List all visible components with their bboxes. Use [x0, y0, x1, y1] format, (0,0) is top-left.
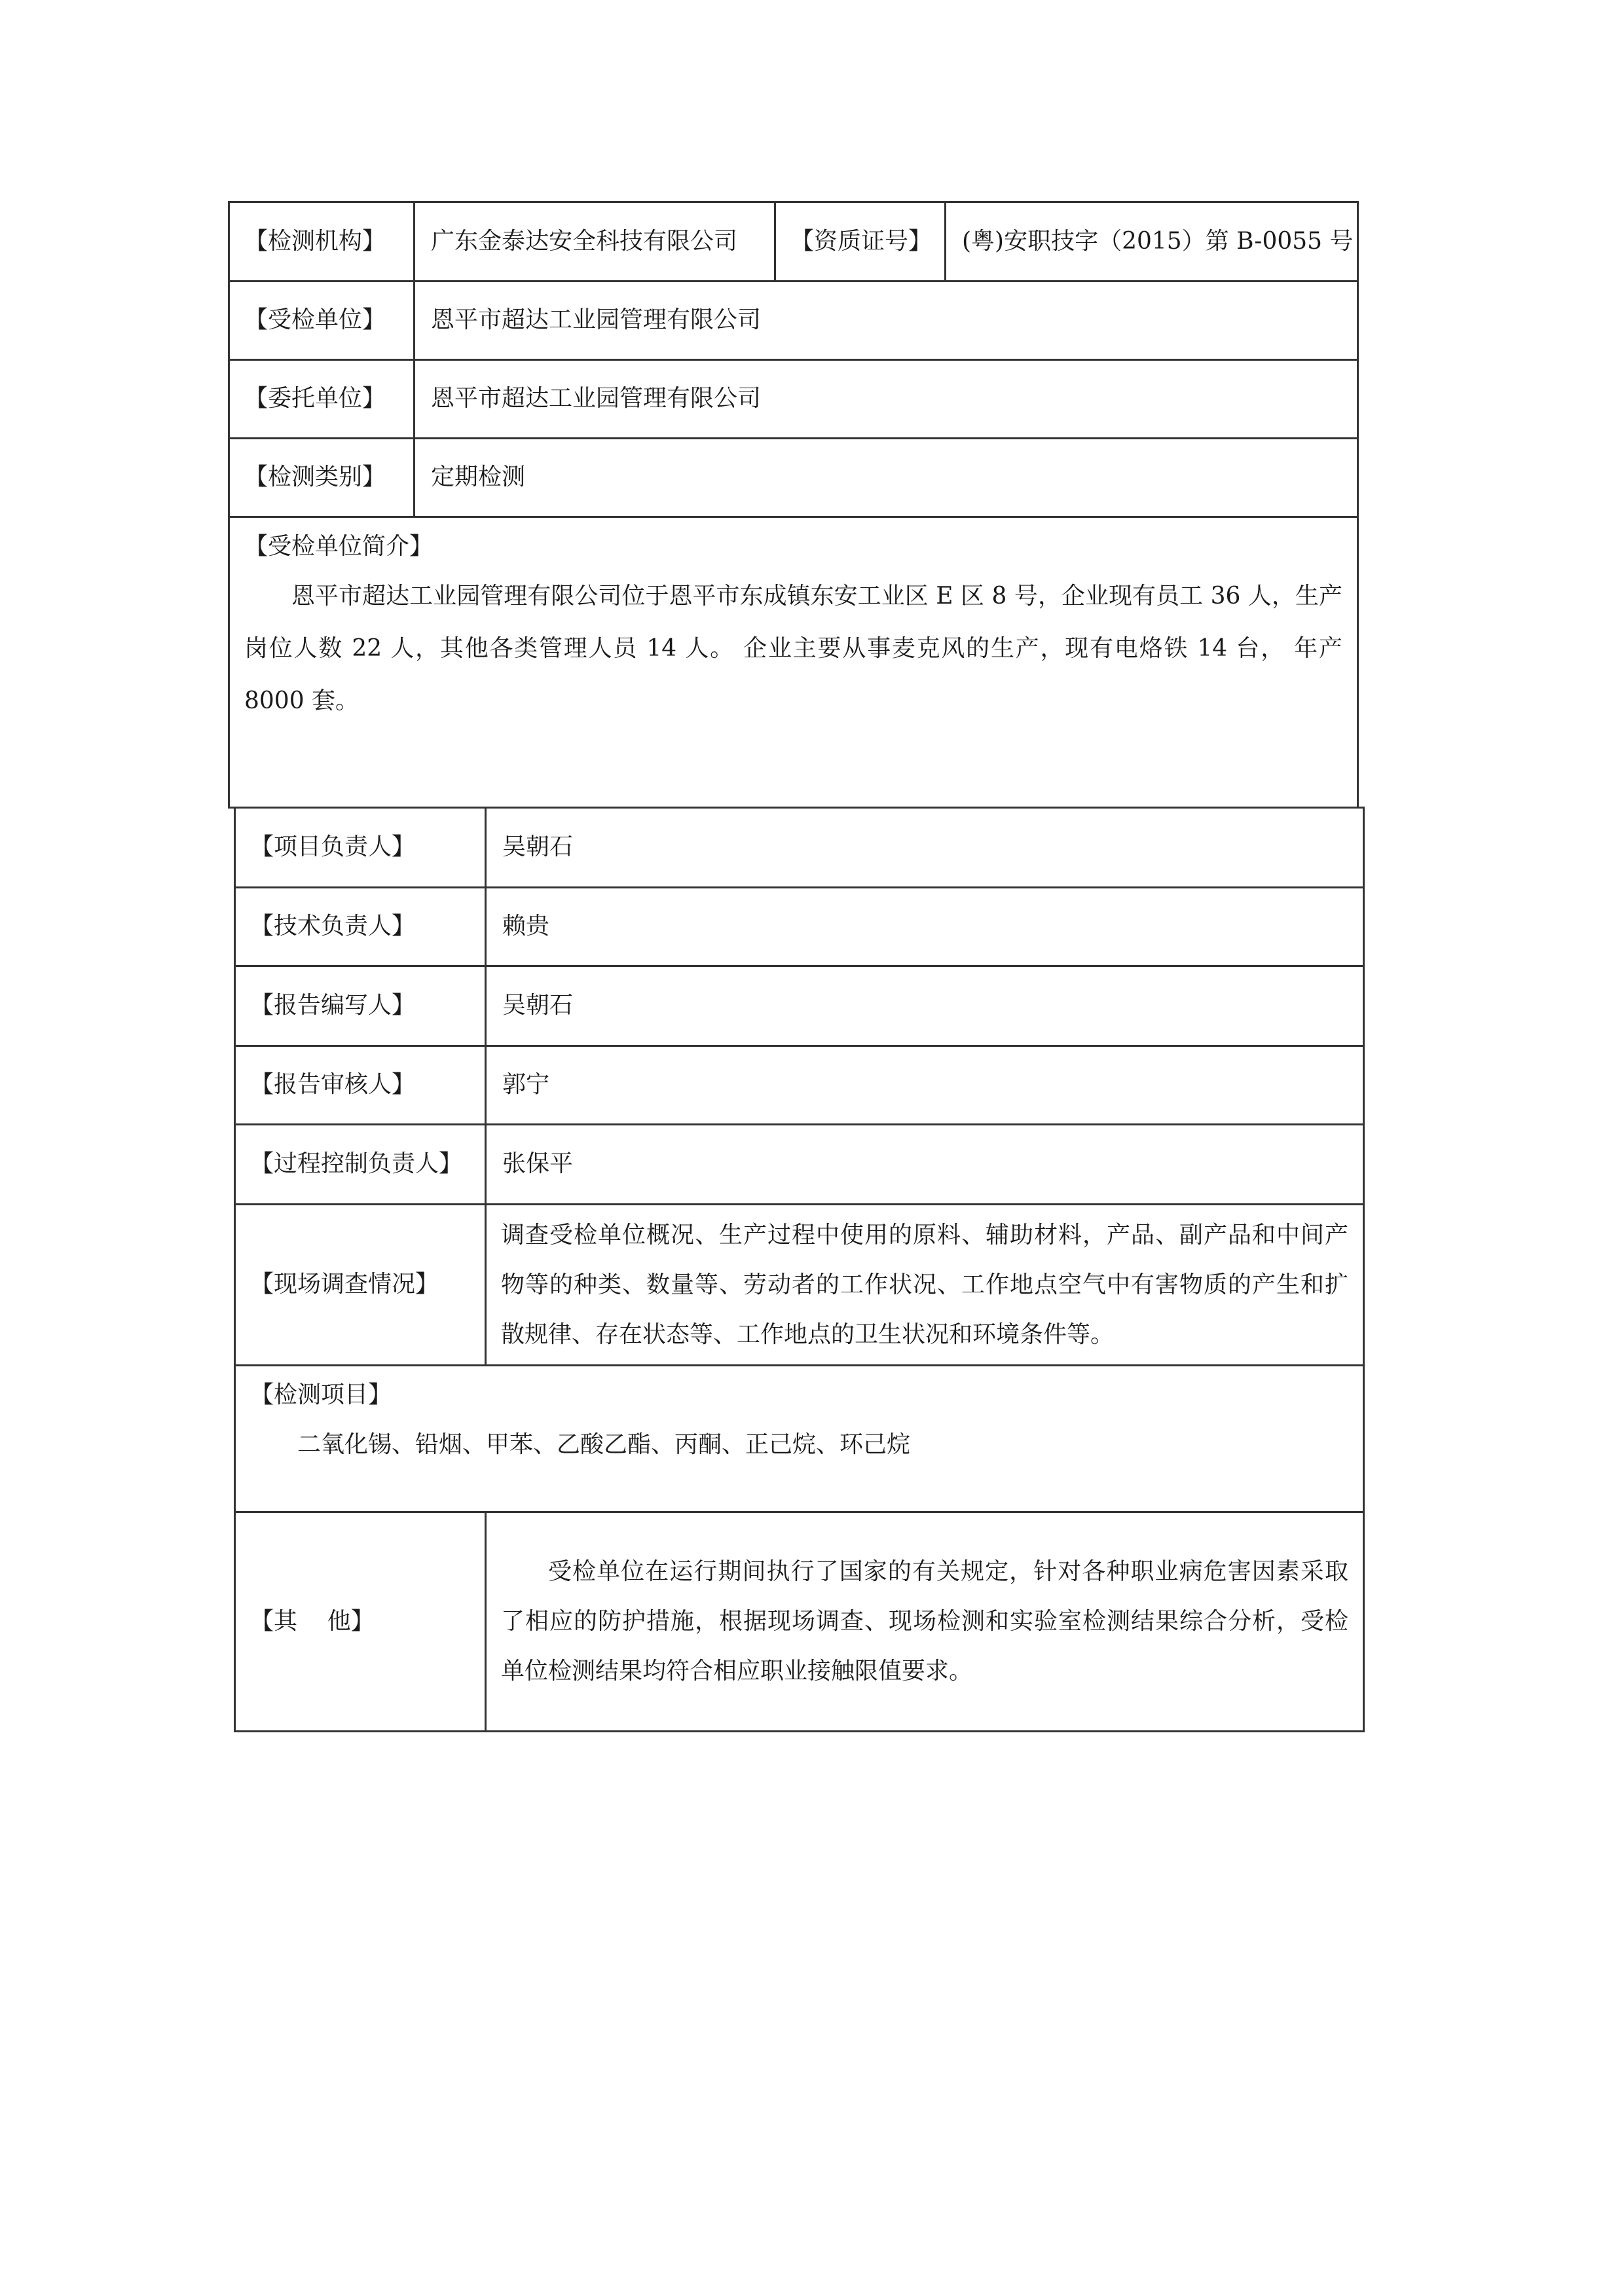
site-survey-label: 【现场调查情况】	[250, 1271, 439, 1298]
cert-number-value: (粤)安职技字（2015）第 B-0055 号	[944, 203, 1357, 280]
test-category-label: 【检测类别】	[244, 464, 386, 491]
report-writer-value: 吴朝石	[485, 967, 1363, 1045]
info-table	[228, 201, 1359, 809]
other-label: 【其 他】	[250, 1607, 375, 1635]
testing-org-value: 广东金泰达安全科技有限公司	[413, 203, 774, 280]
row-inspected-unit	[230, 282, 1357, 361]
row-process-control	[236, 1125, 1363, 1205]
client-unit-value: 恩平市超达工业园管理有限公司	[413, 361, 1357, 437]
inspected-unit-label: 【受检单位】	[244, 306, 386, 334]
project-lead-value: 吴朝石	[485, 809, 1363, 886]
row-report-reviewer	[236, 1047, 1363, 1125]
process-control-label: 【过程控制负责人】	[250, 1150, 463, 1178]
row-testing-org	[230, 203, 1357, 282]
row-project-lead	[236, 809, 1363, 888]
project-lead-label: 【项目负责人】	[250, 833, 416, 861]
test-items-body: 二氧化锡、铅烟、甲苯、乙酸乙酯、丙酮、正己烷、环己烷	[297, 1431, 911, 1458]
row-tech-lead	[236, 888, 1363, 967]
tech-lead-label: 【技术负责人】	[250, 913, 416, 940]
testing-org-label: 【检测机构】	[244, 227, 386, 255]
row-report-writer	[236, 967, 1363, 1047]
unit-intro-body: 恩平市超达工业园管理有限公司位于恩平市东成镇东安工业区 E 区 8 号，企业现有员工 36 人，生产岗位人数 22 人，其他各类管理人员 14 人。 企业主要从事麦克风的生产，现有电烙铁 14 台， 年产 8000 套。	[244, 583, 1342, 714]
report-reviewer-value: 郭宁	[485, 1047, 1363, 1123]
unit-intro-section	[230, 518, 1357, 807]
tech-lead-value: 赖贵	[485, 888, 1363, 965]
site-survey-value: 调查受检单位概况、生产过程中使用的原料、辅助材料，产品、副产品和中间产物等的种类、数量等、劳动者的工作状况、工作地点空气中有害物质的产生和扩散规律、存在状态等、工作地点的卫生状况和环境条件等。	[501, 1221, 1348, 1348]
client-unit-label: 【委托单位】	[244, 385, 386, 412]
site-survey-value-cell	[485, 1205, 1363, 1364]
report-reviewer-label: 【报告审核人】	[250, 1071, 416, 1099]
cert-number-label: 【资质证号】	[774, 203, 944, 280]
personnel-table	[234, 807, 1365, 1732]
inspected-unit-value: 恩平市超达工业园管理有限公司	[413, 282, 1357, 359]
row-site-survey	[236, 1205, 1363, 1366]
process-control-value: 张保平	[485, 1125, 1363, 1203]
unit-intro-heading: 【受检单位简介】	[244, 533, 434, 560]
test-category-value: 定期检测	[413, 439, 1357, 516]
row-other	[236, 1513, 1363, 1730]
other-value-cell	[485, 1513, 1363, 1730]
test-items-section	[236, 1366, 1363, 1511]
row-test-category	[230, 439, 1357, 518]
test-items-heading: 【检测项目】	[250, 1381, 392, 1408]
report-writer-label: 【报告编写人】	[250, 992, 416, 1019]
row-client-unit	[230, 361, 1357, 439]
other-value: 受检单位在运行期间执行了国家的有关规定，针对各种职业病危害因素采取了相应的防护措施，根据现场调查、现场检测和实验室检测结果综合分析，受检单位检测结果均符合相应职业接触限值要求。	[501, 1558, 1348, 1685]
row-test-items	[236, 1366, 1363, 1513]
